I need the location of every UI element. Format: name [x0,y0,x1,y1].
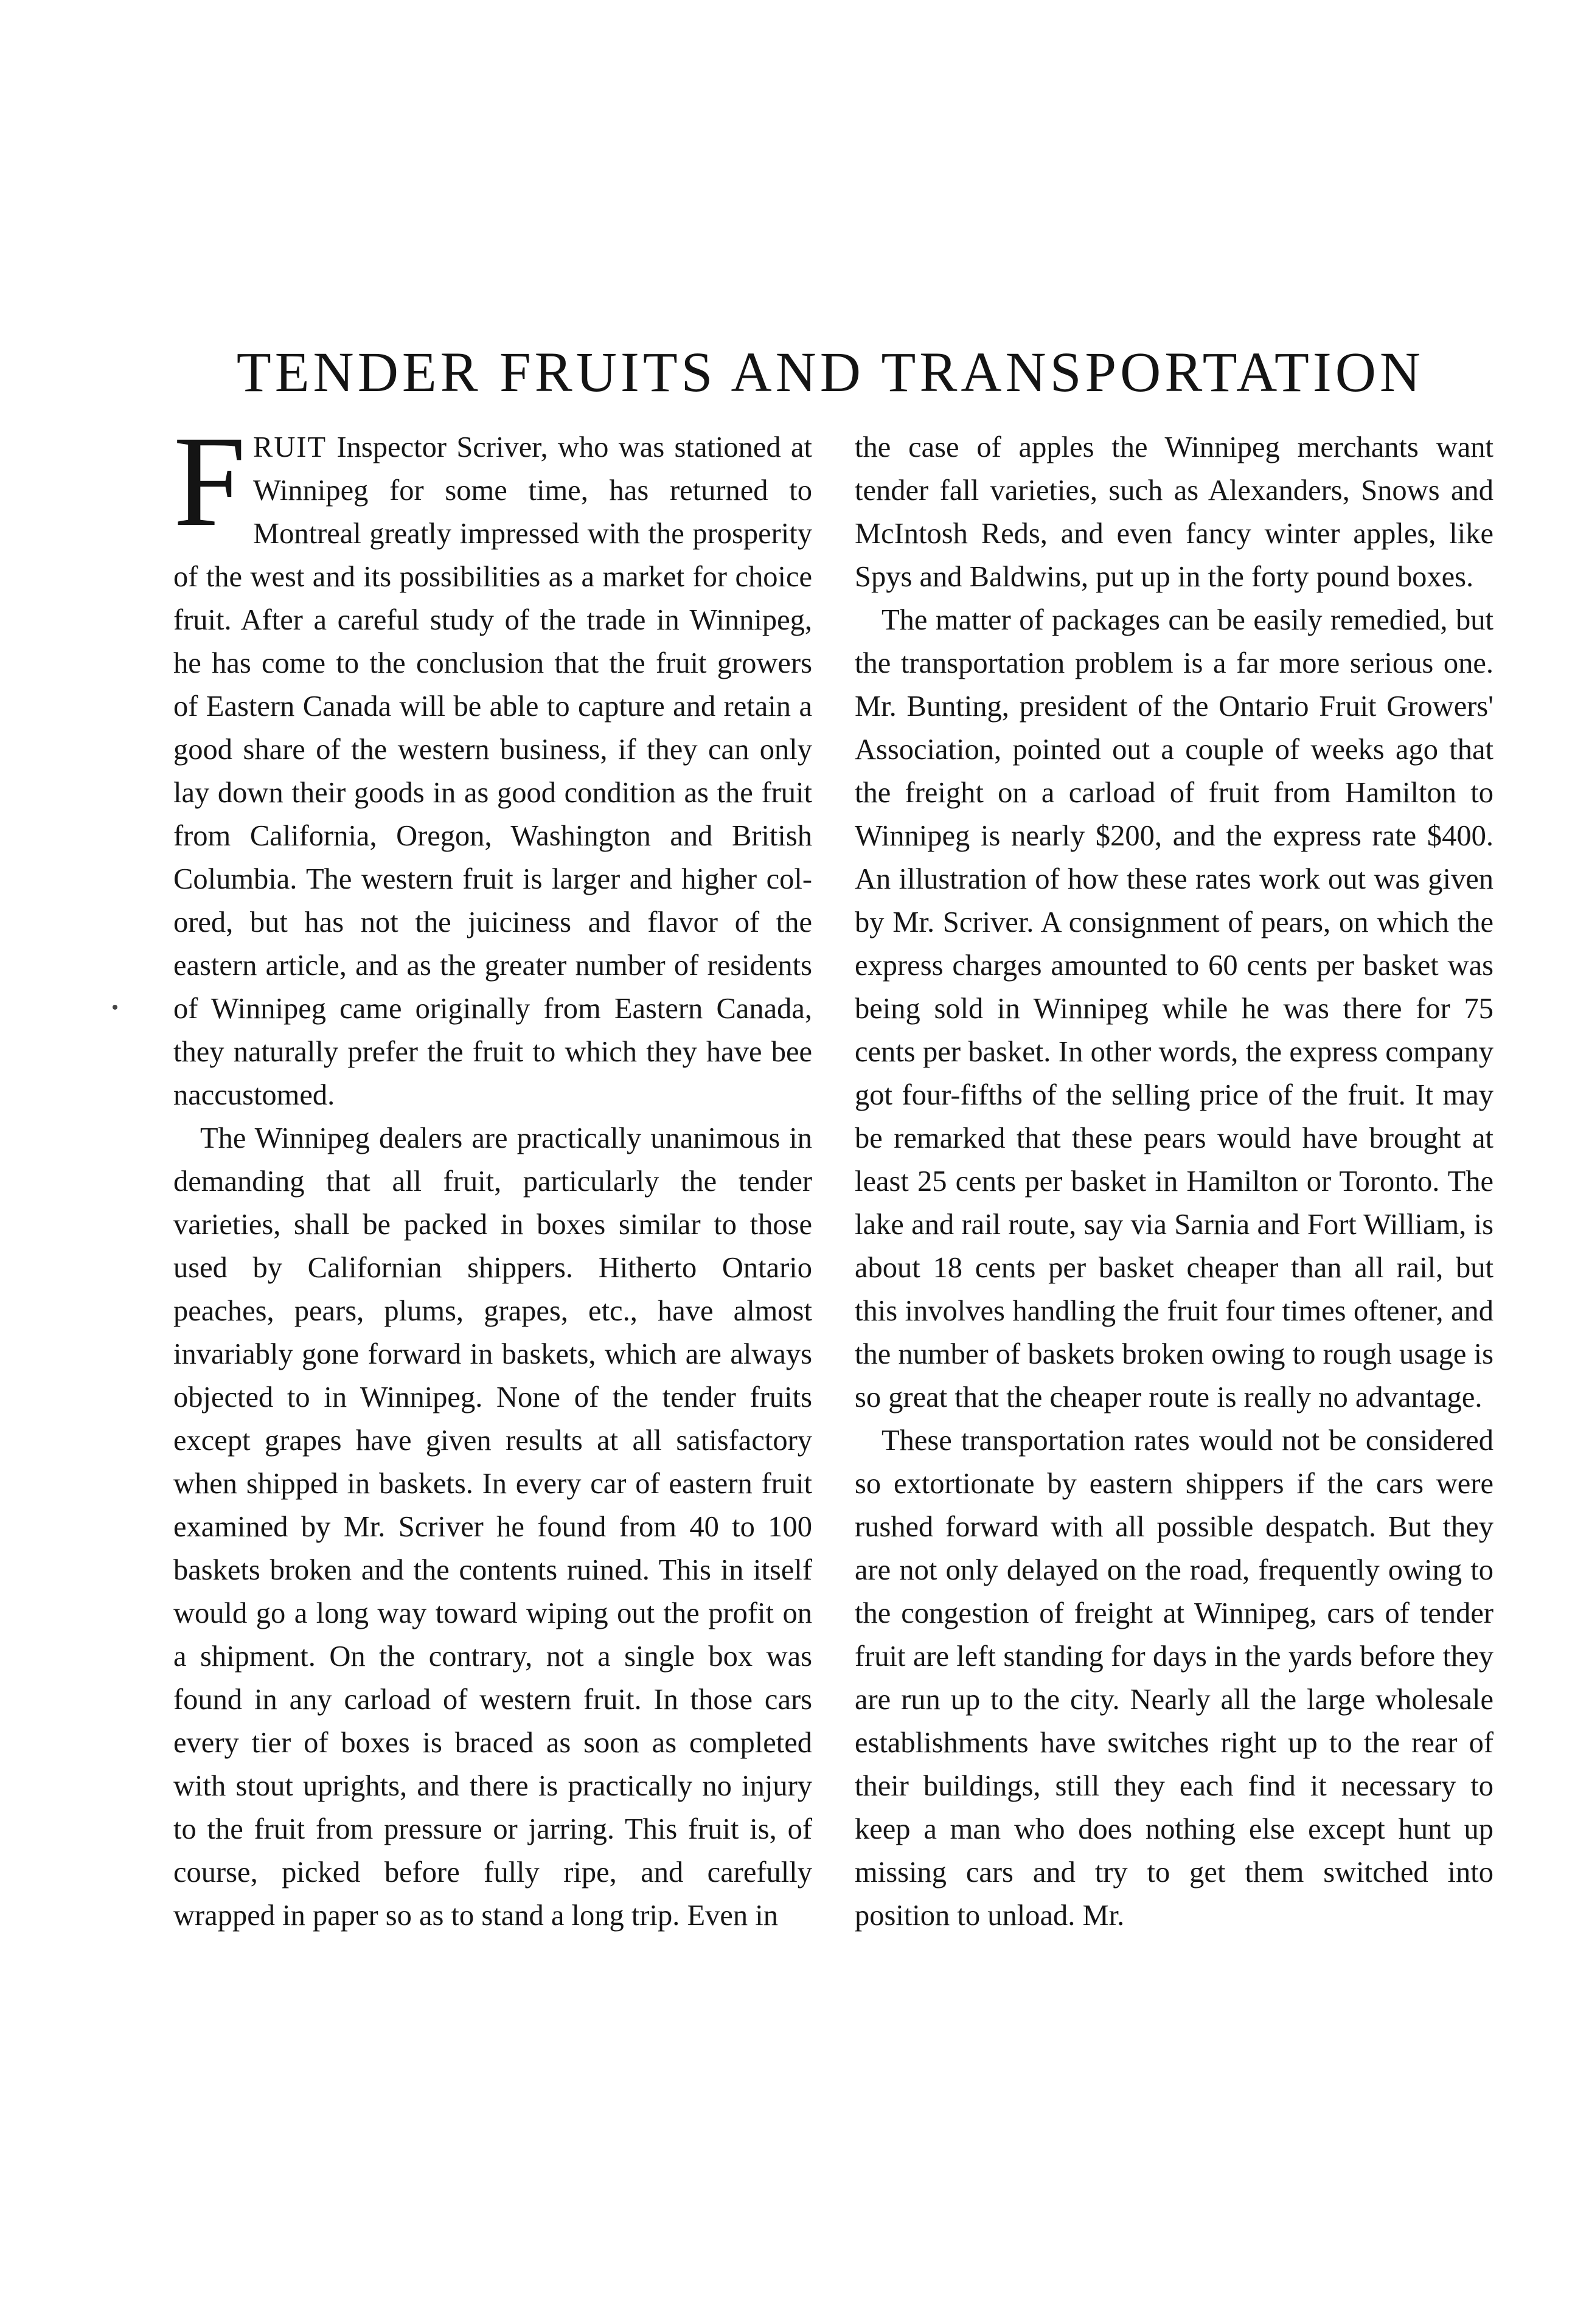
paragraph-2: The Winnipeg dealers are practically unanimous in demanding that all fruit, particularly the tender varieties, shall be packed in boxes similar to those used by Californian shippers. Hitherto Ontario peaches, pears, plums, grapes, etc., have almost invariably gone forward in baskets, which are always objected to in Winnipeg. None of the tender fruits except grapes have given results at all satisfactory when shipped in baskets. In every car of eastern fruit examined by Mr. Scriver he found from 40 to 100 baskets broken and the contents ruined. This in itself would go a long way toward wiping out the profit on a shipment. On the contrary, not a single box was found in any carload of western fruit. In those cars every tier of boxes is braced as soon as completed with stout uprights, and there is practically no injury to the fruit from pressure or jarring. This fruit is, of course, picked before fully ripe, and carefully wrapped in paper so as to stand a long trip. Even in [173,1122,812,1932]
article-title: TENDER FRUITS AND TRANSPORTATION [236,341,1425,404]
opening-small-caps: RUIT [253,431,327,463]
paragraph-4: These transportation rates would not be considered so extortionate by eastern shippers if the cars were rushed forward with all possible despatch. But they are not only delayed on the road, frequently owing to the congestion of freight at Winnipeg, cars of tender fruit are left standing for days in the yards before they are run up to the city. Nearly all the large wholesale establishments have switches right up to the rear of their buildings, still they each find it necessary to keep a man who does nothing else except hunt up missing cars and try to get them switched into position to unload. Mr. [855,1424,1493,1932]
paragraph-1-text: Inspector Scriver, who was stationed at Winnipeg for some time, has returned to Montreal greatly impressed with the prosperity of the west and its possibilities as a market for choice fruit. After a careful study of the trade in Winnipeg, he has come to the conclusion that the fruit growers of Eastern Canada will be able to capture and retain a good share of the western business, if they can only lay down their goods in as good condition as the fruit from California, Oregon, Washington and British Columbia. The western fruit is larger and higher colored, but has not the juiciness and flavor of the eastern article, and as the greater number of residents of Winnipeg came originally from Eastern Canada, they naturally prefer the fruit to which they have bee naccustomed. [173,431,812,1111]
paragraph-2-continued: the case of apples the Winnipeg merchants want tender fall varieties, such as Alexanders, Snows and McIntosh Reds, and even fancy winter apples, like Spys and Baldwins, put up in the forty pound boxes. [855,431,1493,593]
left-column [173,409,812,1937]
paragraph-1 [173,409,812,1117]
right-column [855,426,1493,1937]
paragraph-3: The matter of packages can be easily remedied, but the transportation problem is a far more serious one. Mr. Bunting, president of the Ontario Fruit Growers' Association, pointed out a couple of weeks ago that the freight on a carload of fruit from Hamilton to Winnipeg is nearly $200, and the express rate $400. An illustration of how these rates work out was given by Mr. Scriver. A consignment of pears, on which the express charges amounted to 60 cents per basket was being sold in Winnipeg while he was there for 75 cents per basket. In other words, the express company got four-fifths of the selling price of the fruit. It may be remarked that these pears would have brought at least 25 cents per basket in Hamilton or Toronto. The lake and rail route, say via Sarnia and Fort William, is about 18 cents per basket cheaper than all rail, but this involves handling the fruit four times oftener, and the number of baskets broken owing to rough usage is so great that the cheaper route is really no advantage. [855,604,1493,1413]
margin-speck [113,1005,117,1010]
drop-cap: F [173,409,246,553]
